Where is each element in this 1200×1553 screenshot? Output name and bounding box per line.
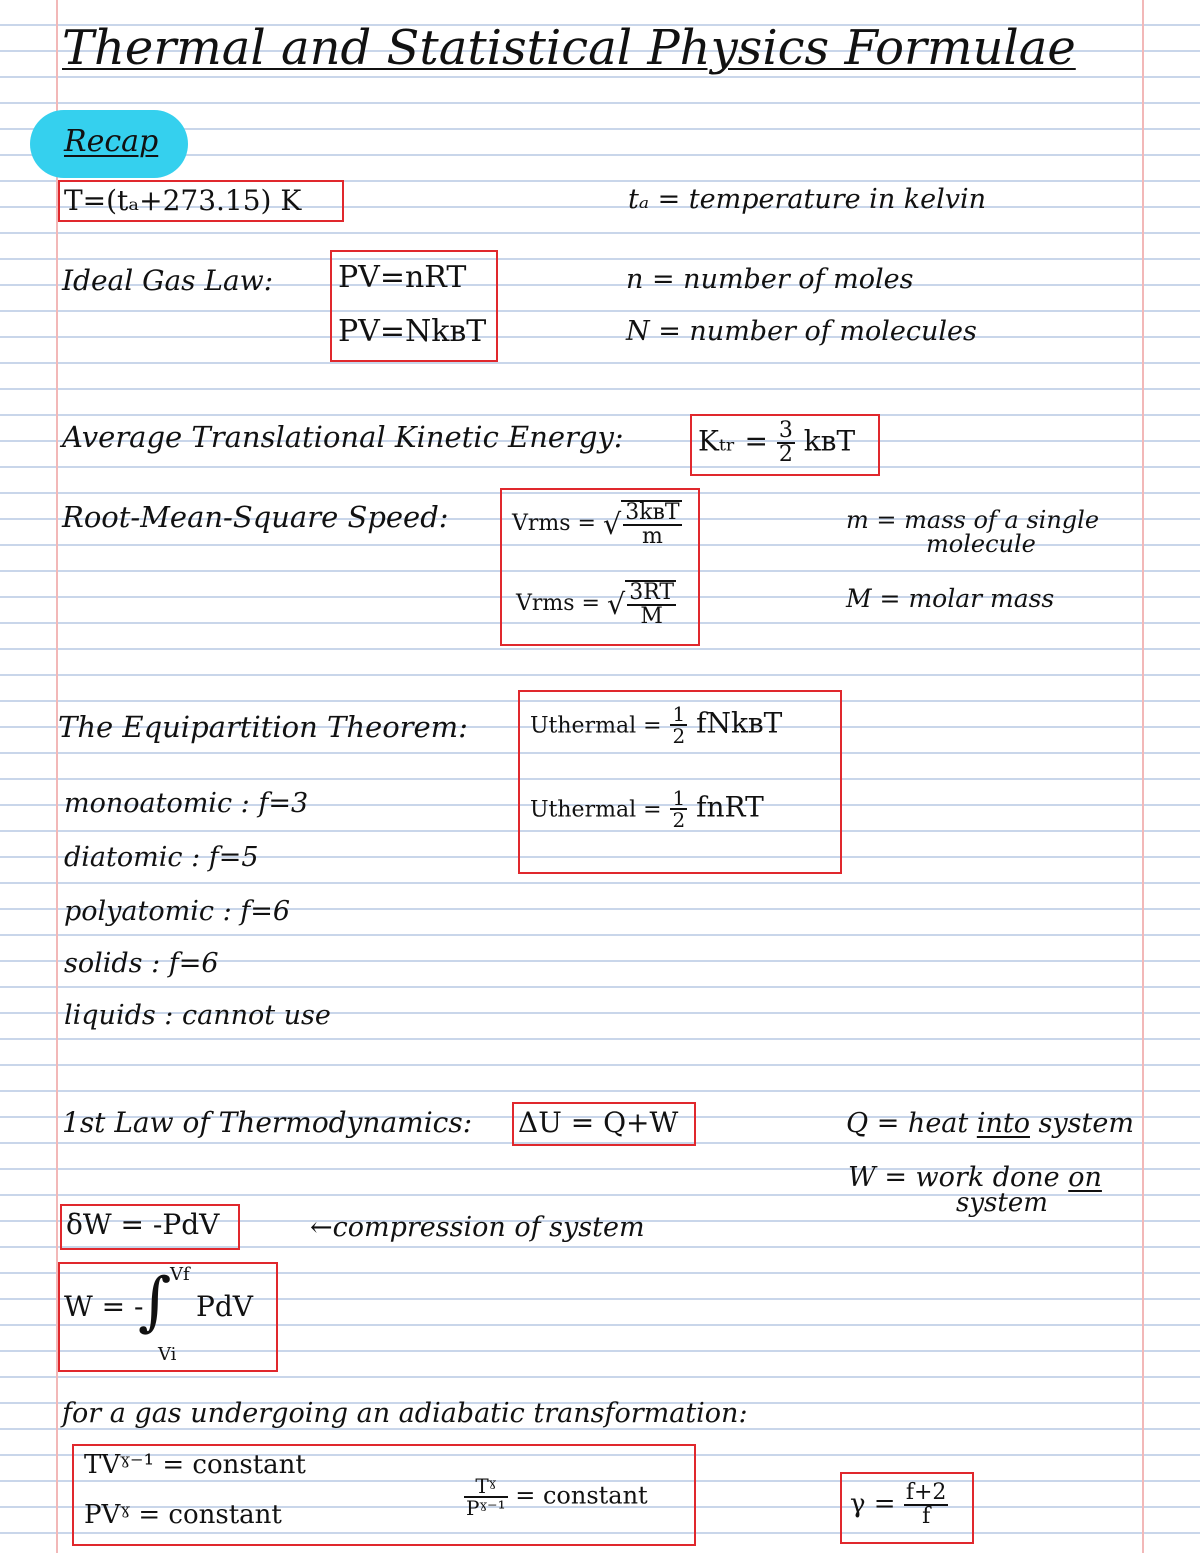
integrand: PdV xyxy=(196,1290,253,1323)
rms-1-den: m xyxy=(641,524,663,549)
heat-note xyxy=(846,1108,1134,1139)
adiabatic-formula-3 xyxy=(464,1476,648,1518)
ideal-gas-formula-1: PV=nRT xyxy=(338,260,467,295)
gamma-lhs: γ = xyxy=(850,1489,896,1519)
eq-1-rhs: fNkʙT xyxy=(696,706,783,740)
page-title: Thermal and Statistical Physics Formulae xyxy=(62,20,1076,76)
recap-heading: Recap xyxy=(64,124,159,159)
rms-formula-2 xyxy=(516,580,676,628)
adiabatic-formula-2: PVˠ = constant xyxy=(84,1500,282,1530)
moles-note: n = number of moles xyxy=(626,264,914,295)
kinetic-energy-label: Average Translational Kinetic Energy: xyxy=(62,420,624,454)
eq-1-lhs: Uthermal = xyxy=(530,713,662,739)
rms-1-lhs: Vrms = xyxy=(512,511,596,536)
rms-2-den: M xyxy=(640,604,663,629)
eq-2-half-den: 2 xyxy=(672,808,686,832)
first-law-label: 1st Law of Thermodynamics: xyxy=(62,1106,473,1139)
kelvin-formula: T=(tₐ+273.15) K xyxy=(64,184,302,217)
eq-1-half-num: 1 xyxy=(672,702,686,726)
kinetic-fraction xyxy=(777,420,795,466)
sqrt-2: √ $\frac{3RT}{M}$ xyxy=(606,580,675,629)
dof-liquids: liquids : cannot use xyxy=(64,1000,331,1031)
adiabatic-f3-rhs: = constant xyxy=(515,1481,648,1510)
molar-mass-note: M = molar mass xyxy=(846,584,1055,613)
gamma-den: f xyxy=(922,1504,931,1529)
compression-note: ←compression of system xyxy=(310,1212,645,1243)
gamma-num: f+2 xyxy=(905,1480,947,1505)
ideal-gas-label: Ideal Gas Law: xyxy=(62,264,274,297)
equipartition-label: The Equipartition Theorem: xyxy=(58,710,468,744)
equipartition-formula-1 xyxy=(530,704,782,746)
work-note-prefix: W = work done xyxy=(848,1162,1069,1193)
gamma-formula xyxy=(850,1482,948,1528)
rms-formula-1 xyxy=(512,500,682,548)
eq-2-half xyxy=(670,788,687,830)
integral-upper-limit: Vf xyxy=(170,1264,190,1285)
dof-solids: solids : f=6 xyxy=(64,948,219,979)
heat-note-into: into xyxy=(976,1108,1030,1139)
integral-lower-limit: Vi xyxy=(158,1344,177,1365)
kinetic-frac-den: 2 xyxy=(778,442,793,467)
work-note-on: on xyxy=(1068,1162,1102,1193)
first-law-formula: ΔU = Q+W xyxy=(518,1106,679,1139)
eq-2-half-num: 1 xyxy=(672,786,686,810)
adiabatic-frac-den: Pˠ⁻¹ xyxy=(466,1496,506,1520)
gamma-fraction xyxy=(904,1482,949,1528)
margin-line-right xyxy=(1142,0,1144,1553)
rms-1-num: 3kʙT xyxy=(625,500,680,525)
sqrt-1: √ $\frac{\text{3kʙT}}{m}$ xyxy=(602,500,680,549)
rms-2-fraction xyxy=(627,582,676,628)
dof-monoatomic: monoatomic : f=3 xyxy=(64,788,309,819)
work-note-line2: system xyxy=(956,1188,1048,1218)
dof-polyatomic: polyatomic : f=6 xyxy=(64,896,291,927)
kinetic-energy-formula xyxy=(698,420,855,466)
eq-1-half xyxy=(670,704,687,746)
adiabatic-formula-1: TVˠ⁻¹ = constant xyxy=(84,1450,306,1480)
integral-sign: ∫ xyxy=(138,1265,172,1339)
ideal-gas-formula-2: PV=NkʙT xyxy=(338,314,487,349)
rms-2-lhs: Vrms = xyxy=(516,591,600,616)
molecules-note: N = number of molecules xyxy=(626,316,977,347)
adiabatic-fraction xyxy=(464,1476,508,1518)
mass-note-1: m = mass of a single xyxy=(846,506,1100,534)
kelvin-note: tₐ = temperature in kelvin xyxy=(628,184,987,215)
dof-diatomic: diatomic : f=5 xyxy=(64,842,259,873)
kinetic-lhs: Kₜᵣ = xyxy=(698,424,768,458)
dw-formula: δW = -PdV xyxy=(66,1208,220,1241)
eq-2-rhs: fnRT xyxy=(696,790,764,824)
rms-label: Root-Mean-Square Speed: xyxy=(62,500,449,534)
rms-2-num: 3RT xyxy=(629,580,675,605)
adiabatic-frac-num: Tˠ xyxy=(464,1476,508,1498)
adiabatic-label: for a gas undergoing an adiabatic transformation: xyxy=(62,1398,748,1429)
work-integral-lhs: W = - xyxy=(64,1290,144,1323)
kinetic-frac-num: 3 xyxy=(778,418,793,443)
eq-2-lhs: Uthermal = xyxy=(530,797,662,823)
eq-1-half-den: 2 xyxy=(672,724,686,748)
equipartition-formula-2 xyxy=(530,788,764,830)
mass-note-2: molecule xyxy=(926,530,1036,558)
kinetic-rhs: kʙT xyxy=(803,424,856,458)
heat-note-suffix: system xyxy=(1029,1108,1134,1139)
heat-note-prefix: Q = heat xyxy=(846,1108,977,1139)
rms-1-fraction xyxy=(623,502,681,548)
